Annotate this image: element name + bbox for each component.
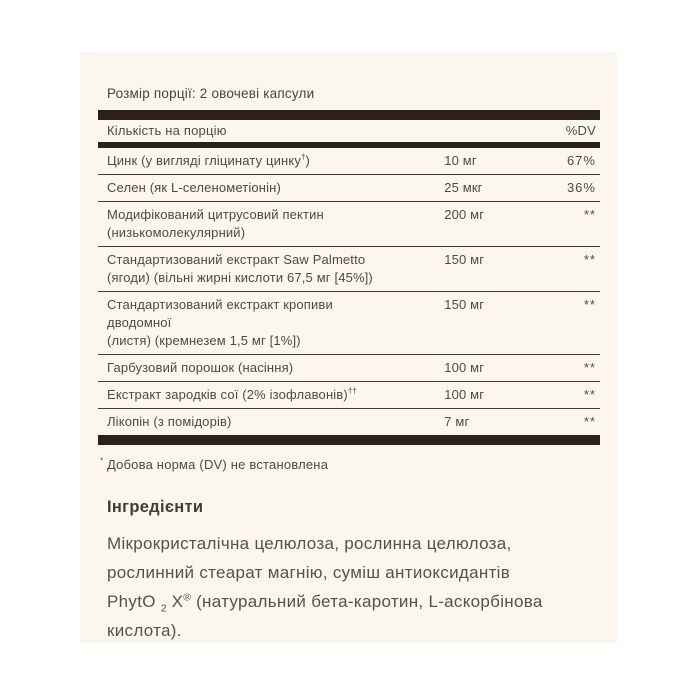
ingredient-dv: **	[583, 297, 596, 312]
ingredient-amount: 10 мг	[444, 153, 477, 168]
facts-table-body	[98, 148, 600, 435]
ingredient-name: Лікопін (з помідорів)	[107, 414, 232, 429]
label-content	[98, 86, 600, 645]
facts-row	[98, 408, 600, 435]
ingredient-name: Цинк (у вигляді гліцинату цинку†)	[107, 152, 310, 168]
facts-row	[98, 174, 600, 201]
ingredients-title: Інгредієнти	[107, 498, 204, 516]
ingredient-amount: 25 мкг	[444, 180, 483, 195]
ingredients-text: Мікрокристалічна целюлоза, рослинна целюлоза, рослинний стеарат магнію, суміш антиоксидантів PhytO $_2$ X® (натуральний бета-каротин, L-аскорбінова кислота).	[107, 534, 543, 640]
ingredient-amount: 100 мг	[444, 387, 485, 402]
ingredient-amount: 200 мг	[444, 207, 485, 222]
ingredient-dv: **	[583, 387, 596, 402]
ingredient-dv: **	[583, 414, 596, 429]
supplement-facts-label	[80, 52, 617, 643]
amount-per-serving-header: Кількість на порцію	[107, 123, 227, 138]
ingredient-dv: **	[583, 360, 596, 375]
ingredient-name: Селен (як L-селенометіонін)	[107, 180, 281, 195]
top-divider-bar	[98, 110, 600, 120]
ingredient-name: Стандартизований екстракт кропиви дводомної (листя) (кремнезем 1,5 мг [1%])	[107, 297, 333, 348]
ingredient-name: Модифікований цитрусовий пектин (низькомолекулярний)	[107, 207, 324, 240]
ingredient-name: Стандартизований екстракт Saw Palmetto (ягоди) (вільні жирні кислоти 67,5 мг [45%])	[107, 252, 373, 285]
ingredient-amount: 100 мг	[444, 360, 485, 375]
ingredient-dv: **	[583, 252, 596, 267]
ingredient-name: Екстракт зародків сої (2% ізофлавонів)††	[107, 386, 357, 402]
ingredient-amount: 150 мг	[444, 297, 485, 312]
dv-header: %DV	[565, 123, 596, 138]
facts-row	[98, 354, 600, 381]
ingredient-dv: 36%	[566, 180, 596, 195]
ingredient-dv: 67%	[566, 153, 596, 168]
bottom-divider-bar	[98, 435, 600, 445]
facts-row	[98, 201, 600, 246]
ingredient-name: Гарбузовий порошок (насіння)	[107, 360, 294, 375]
ingredient-dv: **	[583, 207, 596, 222]
facts-row	[98, 381, 600, 408]
facts-row	[98, 246, 600, 291]
facts-row	[98, 291, 600, 354]
facts-row	[98, 148, 600, 174]
ingredient-amount: 150 мг	[444, 252, 485, 267]
facts-header-row	[98, 120, 600, 142]
serving-size-text: Розмір порції: 2 овочеві капсули	[107, 86, 315, 101]
ingredient-amount: 7 мг	[444, 414, 470, 429]
footnote-text: * Добова норма (DV) не встановлена	[100, 456, 329, 472]
